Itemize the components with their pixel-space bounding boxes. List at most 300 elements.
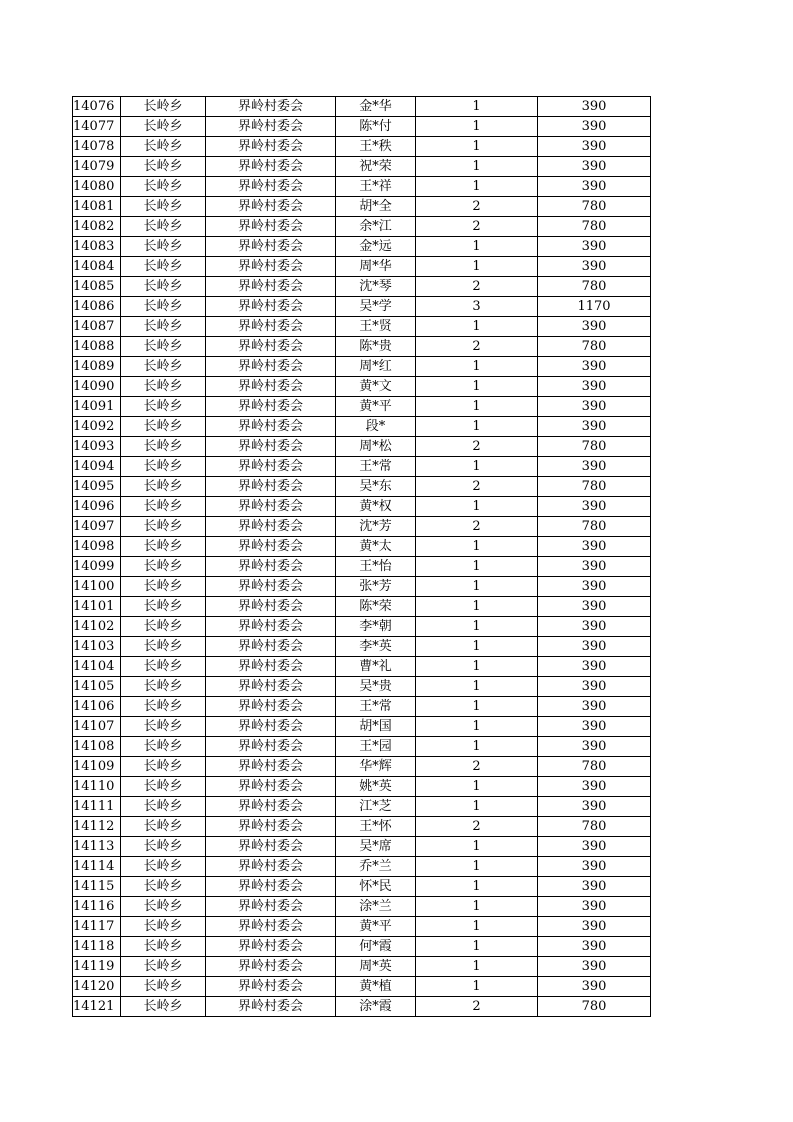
count-cell: 1: [416, 897, 538, 917]
town-cell: 长岭乡: [121, 737, 206, 757]
row-id-cell: 14100: [73, 577, 121, 597]
amount-cell: 780: [538, 337, 651, 357]
amount-cell: 390: [538, 697, 651, 717]
amount-cell: 390: [538, 117, 651, 137]
person-name-cell: 陈*荣: [336, 597, 416, 617]
row-id-cell: 14082: [73, 217, 121, 237]
amount-cell: 390: [538, 417, 651, 437]
amount-cell: 390: [538, 837, 651, 857]
row-id-cell: 14118: [73, 937, 121, 957]
village-cell: 界岭村委会: [206, 737, 336, 757]
person-name-cell: 涂*兰: [336, 897, 416, 917]
table-row: [73, 157, 651, 177]
count-cell: 1: [416, 717, 538, 737]
table-row: [73, 97, 651, 117]
person-name-cell: 吴*学: [336, 297, 416, 317]
town-cell: 长岭乡: [121, 557, 206, 577]
person-name-cell: 陈*付: [336, 117, 416, 137]
row-id-cell: 14119: [73, 957, 121, 977]
village-cell: 界岭村委会: [206, 997, 336, 1017]
table-row: [73, 457, 651, 477]
row-id-cell: 14121: [73, 997, 121, 1017]
row-id-cell: 14116: [73, 897, 121, 917]
person-name-cell: 江*芝: [336, 797, 416, 817]
count-cell: 2: [416, 337, 538, 357]
village-cell: 界岭村委会: [206, 837, 336, 857]
town-cell: 长岭乡: [121, 817, 206, 837]
town-cell: 长岭乡: [121, 637, 206, 657]
row-id-cell: 14106: [73, 697, 121, 717]
count-cell: 1: [416, 117, 538, 137]
town-cell: 长岭乡: [121, 417, 206, 437]
town-cell: 长岭乡: [121, 297, 206, 317]
person-name-cell: 何*霞: [336, 937, 416, 957]
amount-cell: 780: [538, 217, 651, 237]
row-id-cell: 14088: [73, 337, 121, 357]
amount-cell: 390: [538, 157, 651, 177]
town-cell: 长岭乡: [121, 137, 206, 157]
row-id-cell: 14083: [73, 237, 121, 257]
row-id-cell: 14094: [73, 457, 121, 477]
person-name-cell: 吴*贵: [336, 677, 416, 697]
count-cell: 1: [416, 737, 538, 757]
amount-cell: 390: [538, 677, 651, 697]
village-cell: 界岭村委会: [206, 517, 336, 537]
count-cell: 2: [416, 757, 538, 777]
count-cell: 1: [416, 457, 538, 477]
village-cell: 界岭村委会: [206, 797, 336, 817]
town-cell: 长岭乡: [121, 937, 206, 957]
village-cell: 界岭村委会: [206, 137, 336, 157]
person-name-cell: 黄*太: [336, 537, 416, 557]
town-cell: 长岭乡: [121, 437, 206, 457]
row-id-cell: 14109: [73, 757, 121, 777]
amount-cell: 390: [538, 97, 651, 117]
table-row: [73, 937, 651, 957]
row-id-cell: 14078: [73, 137, 121, 157]
person-name-cell: 祝*荣: [336, 157, 416, 177]
village-cell: 界岭村委会: [206, 337, 336, 357]
town-cell: 长岭乡: [121, 97, 206, 117]
town-cell: 长岭乡: [121, 457, 206, 477]
village-cell: 界岭村委会: [206, 297, 336, 317]
village-cell: 界岭村委会: [206, 317, 336, 337]
table-row: [73, 477, 651, 497]
town-cell: 长岭乡: [121, 377, 206, 397]
town-cell: 长岭乡: [121, 257, 206, 277]
amount-cell: 390: [538, 457, 651, 477]
town-cell: 长岭乡: [121, 977, 206, 997]
row-id-cell: 14077: [73, 117, 121, 137]
amount-cell: 390: [538, 897, 651, 917]
amount-cell: 390: [538, 257, 651, 277]
row-id-cell: 14092: [73, 417, 121, 437]
count-cell: 1: [416, 857, 538, 877]
table-row: [73, 917, 651, 937]
person-name-cell: 金*远: [336, 237, 416, 257]
table-row: [73, 197, 651, 217]
count-cell: 1: [416, 917, 538, 937]
count-cell: 1: [416, 957, 538, 977]
person-name-cell: 乔*兰: [336, 857, 416, 877]
table-row: [73, 497, 651, 517]
person-name-cell: 陈*贵: [336, 337, 416, 357]
amount-cell: 390: [538, 937, 651, 957]
row-id-cell: 14104: [73, 657, 121, 677]
village-cell: 界岭村委会: [206, 497, 336, 517]
count-cell: 1: [416, 777, 538, 797]
person-name-cell: 曹*礼: [336, 657, 416, 677]
table-row: [73, 417, 651, 437]
amount-cell: 390: [538, 137, 651, 157]
count-cell: 2: [416, 197, 538, 217]
town-cell: 长岭乡: [121, 497, 206, 517]
person-name-cell: 吴*东: [336, 477, 416, 497]
table-row: [73, 617, 651, 637]
amount-cell: 390: [538, 317, 651, 337]
amount-cell: 390: [538, 497, 651, 517]
town-cell: 长岭乡: [121, 217, 206, 237]
table-row: [73, 737, 651, 757]
row-id-cell: 14093: [73, 437, 121, 457]
town-cell: 长岭乡: [121, 677, 206, 697]
town-cell: 长岭乡: [121, 697, 206, 717]
table-row: [73, 597, 651, 617]
person-name-cell: 周*华: [336, 257, 416, 277]
person-name-cell: 王*怡: [336, 557, 416, 577]
table-row: [73, 517, 651, 537]
amount-cell: 390: [538, 917, 651, 937]
town-cell: 长岭乡: [121, 917, 206, 937]
town-cell: 长岭乡: [121, 317, 206, 337]
table-row: [73, 577, 651, 597]
table-row: [73, 337, 651, 357]
count-cell: 2: [416, 217, 538, 237]
row-id-cell: 14115: [73, 877, 121, 897]
village-cell: 界岭村委会: [206, 477, 336, 497]
person-name-cell: 姚*英: [336, 777, 416, 797]
person-name-cell: 王*祥: [336, 177, 416, 197]
row-id-cell: 14086: [73, 297, 121, 317]
row-id-cell: 14081: [73, 197, 121, 217]
count-cell: 1: [416, 937, 538, 957]
person-name-cell: 段*: [336, 417, 416, 437]
row-id-cell: 14114: [73, 857, 121, 877]
amount-cell: 780: [538, 997, 651, 1017]
village-cell: 界岭村委会: [206, 897, 336, 917]
amount-cell: 390: [538, 857, 651, 877]
row-id-cell: 14103: [73, 637, 121, 657]
table-row: [73, 297, 651, 317]
amount-cell: 390: [538, 357, 651, 377]
amount-cell: 390: [538, 597, 651, 617]
town-cell: 长岭乡: [121, 877, 206, 897]
amount-cell: 390: [538, 717, 651, 737]
person-name-cell: 华*辉: [336, 757, 416, 777]
town-cell: 长岭乡: [121, 237, 206, 257]
town-cell: 长岭乡: [121, 597, 206, 617]
village-cell: 界岭村委会: [206, 257, 336, 277]
amount-cell: 780: [538, 277, 651, 297]
village-cell: 界岭村委会: [206, 197, 336, 217]
count-cell: 1: [416, 257, 538, 277]
person-name-cell: 张*芳: [336, 577, 416, 597]
town-cell: 长岭乡: [121, 997, 206, 1017]
person-name-cell: 王*园: [336, 737, 416, 757]
person-name-cell: 黄*平: [336, 397, 416, 417]
person-name-cell: 周*英: [336, 957, 416, 977]
row-id-cell: 14079: [73, 157, 121, 177]
village-cell: 界岭村委会: [206, 357, 336, 377]
amount-cell: 780: [538, 817, 651, 837]
village-cell: 界岭村委会: [206, 97, 336, 117]
person-name-cell: 黄*植: [336, 977, 416, 997]
town-cell: 长岭乡: [121, 117, 206, 137]
village-cell: 界岭村委会: [206, 237, 336, 257]
count-cell: 1: [416, 497, 538, 517]
town-cell: 长岭乡: [121, 717, 206, 737]
amount-cell: 390: [538, 397, 651, 417]
row-id-cell: 14080: [73, 177, 121, 197]
count-cell: 2: [416, 817, 538, 837]
table-row: [73, 117, 651, 137]
table-row: [73, 137, 651, 157]
village-cell: 界岭村委会: [206, 777, 336, 797]
table-row: [73, 997, 651, 1017]
count-cell: 1: [416, 977, 538, 997]
table-row: [73, 697, 651, 717]
village-cell: 界岭村委会: [206, 377, 336, 397]
amount-cell: 390: [538, 537, 651, 557]
village-cell: 界岭村委会: [206, 457, 336, 477]
person-name-cell: 李*朝: [336, 617, 416, 637]
row-id-cell: 14101: [73, 597, 121, 617]
roster-table: [72, 96, 651, 1017]
roster-table-body: [73, 97, 651, 1017]
town-cell: 长岭乡: [121, 157, 206, 177]
village-cell: 界岭村委会: [206, 417, 336, 437]
village-cell: 界岭村委会: [206, 877, 336, 897]
amount-cell: 390: [538, 237, 651, 257]
table-row: [73, 837, 651, 857]
person-name-cell: 王*常: [336, 697, 416, 717]
count-cell: 1: [416, 797, 538, 817]
town-cell: 长岭乡: [121, 397, 206, 417]
table-row: [73, 217, 651, 237]
row-id-cell: 14107: [73, 717, 121, 737]
table-row: [73, 437, 651, 457]
person-name-cell: 胡*国: [336, 717, 416, 737]
table-row: [73, 537, 651, 557]
amount-cell: 390: [538, 777, 651, 797]
town-cell: 长岭乡: [121, 777, 206, 797]
person-name-cell: 沈*芳: [336, 517, 416, 537]
town-cell: 长岭乡: [121, 657, 206, 677]
row-id-cell: 14097: [73, 517, 121, 537]
count-cell: 1: [416, 357, 538, 377]
count-cell: 3: [416, 297, 538, 317]
town-cell: 长岭乡: [121, 357, 206, 377]
table-row: [73, 657, 651, 677]
table-row: [73, 897, 651, 917]
person-name-cell: 黄*权: [336, 497, 416, 517]
table-row: [73, 777, 651, 797]
table-row: [73, 957, 651, 977]
amount-cell: 390: [538, 957, 651, 977]
count-cell: 1: [416, 177, 538, 197]
person-name-cell: 王*贤: [336, 317, 416, 337]
table-row: [73, 237, 651, 257]
person-name-cell: 怀*民: [336, 877, 416, 897]
village-cell: 界岭村委会: [206, 637, 336, 657]
table-row: [73, 817, 651, 837]
town-cell: 长岭乡: [121, 797, 206, 817]
village-cell: 界岭村委会: [206, 657, 336, 677]
village-cell: 界岭村委会: [206, 397, 336, 417]
count-cell: 2: [416, 437, 538, 457]
table-row: [73, 877, 651, 897]
village-cell: 界岭村委会: [206, 977, 336, 997]
count-cell: 1: [416, 577, 538, 597]
amount-cell: 780: [538, 477, 651, 497]
person-name-cell: 周*红: [336, 357, 416, 377]
count-cell: 1: [416, 697, 538, 717]
town-cell: 长岭乡: [121, 757, 206, 777]
person-name-cell: 涂*霞: [336, 997, 416, 1017]
person-name-cell: 金*华: [336, 97, 416, 117]
town-cell: 长岭乡: [121, 477, 206, 497]
person-name-cell: 黄*平: [336, 917, 416, 937]
amount-cell: 390: [538, 617, 651, 637]
amount-cell: 390: [538, 577, 651, 597]
row-id-cell: 14112: [73, 817, 121, 837]
village-cell: 界岭村委会: [206, 957, 336, 977]
town-cell: 长岭乡: [121, 897, 206, 917]
row-id-cell: 14095: [73, 477, 121, 497]
count-cell: 1: [416, 317, 538, 337]
count-cell: 2: [416, 277, 538, 297]
row-id-cell: 14110: [73, 777, 121, 797]
table-row: [73, 797, 651, 817]
amount-cell: 390: [538, 977, 651, 997]
village-cell: 界岭村委会: [206, 757, 336, 777]
amount-cell: 780: [538, 437, 651, 457]
count-cell: 1: [416, 237, 538, 257]
person-name-cell: 王*怀: [336, 817, 416, 837]
count-cell: 1: [416, 677, 538, 697]
village-cell: 界岭村委会: [206, 917, 336, 937]
amount-cell: 390: [538, 377, 651, 397]
count-cell: 2: [416, 517, 538, 537]
row-id-cell: 14098: [73, 537, 121, 557]
village-cell: 界岭村委会: [206, 717, 336, 737]
person-name-cell: 沈*琴: [336, 277, 416, 297]
count-cell: 1: [416, 877, 538, 897]
count-cell: 1: [416, 637, 538, 657]
village-cell: 界岭村委会: [206, 277, 336, 297]
town-cell: 长岭乡: [121, 337, 206, 357]
town-cell: 长岭乡: [121, 857, 206, 877]
row-id-cell: 14102: [73, 617, 121, 637]
table-row: [73, 977, 651, 997]
count-cell: 1: [416, 417, 538, 437]
village-cell: 界岭村委会: [206, 437, 336, 457]
person-name-cell: 吴*席: [336, 837, 416, 857]
amount-cell: 780: [538, 757, 651, 777]
table-row: [73, 717, 651, 737]
amount-cell: 390: [538, 557, 651, 577]
row-id-cell: 14084: [73, 257, 121, 277]
village-cell: 界岭村委会: [206, 557, 336, 577]
town-cell: 长岭乡: [121, 537, 206, 557]
amount-cell: 780: [538, 197, 651, 217]
count-cell: 1: [416, 537, 538, 557]
row-id-cell: 14113: [73, 837, 121, 857]
table-row: [73, 177, 651, 197]
town-cell: 长岭乡: [121, 577, 206, 597]
count-cell: 1: [416, 657, 538, 677]
row-id-cell: 14087: [73, 317, 121, 337]
town-cell: 长岭乡: [121, 177, 206, 197]
row-id-cell: 14091: [73, 397, 121, 417]
count-cell: 1: [416, 397, 538, 417]
count-cell: 1: [416, 377, 538, 397]
person-name-cell: 王*秩: [336, 137, 416, 157]
count-cell: 1: [416, 557, 538, 577]
row-id-cell: 14085: [73, 277, 121, 297]
amount-cell: 390: [538, 657, 651, 677]
village-cell: 界岭村委会: [206, 817, 336, 837]
person-name-cell: 胡*全: [336, 197, 416, 217]
count-cell: 1: [416, 157, 538, 177]
table-row: [73, 857, 651, 877]
town-cell: 长岭乡: [121, 517, 206, 537]
town-cell: 长岭乡: [121, 957, 206, 977]
village-cell: 界岭村委会: [206, 617, 336, 637]
table-row: [73, 317, 651, 337]
count-cell: 1: [416, 137, 538, 157]
village-cell: 界岭村委会: [206, 117, 336, 137]
amount-cell: 390: [538, 637, 651, 657]
person-name-cell: 王*常: [336, 457, 416, 477]
amount-cell: 1170: [538, 297, 651, 317]
village-cell: 界岭村委会: [206, 937, 336, 957]
person-name-cell: 余*江: [336, 217, 416, 237]
table-row: [73, 357, 651, 377]
table-row: [73, 557, 651, 577]
table-row: [73, 377, 651, 397]
person-name-cell: 李*英: [336, 637, 416, 657]
count-cell: 2: [416, 477, 538, 497]
amount-cell: 390: [538, 797, 651, 817]
row-id-cell: 14089: [73, 357, 121, 377]
village-cell: 界岭村委会: [206, 217, 336, 237]
village-cell: 界岭村委会: [206, 157, 336, 177]
row-id-cell: 14108: [73, 737, 121, 757]
row-id-cell: 14090: [73, 377, 121, 397]
table-row: [73, 757, 651, 777]
row-id-cell: 14105: [73, 677, 121, 697]
table-row: [73, 397, 651, 417]
amount-cell: 390: [538, 177, 651, 197]
table-row: [73, 257, 651, 277]
table-row: [73, 637, 651, 657]
count-cell: 1: [416, 617, 538, 637]
town-cell: 长岭乡: [121, 617, 206, 637]
village-cell: 界岭村委会: [206, 577, 336, 597]
amount-cell: 390: [538, 737, 651, 757]
row-id-cell: 14111: [73, 797, 121, 817]
